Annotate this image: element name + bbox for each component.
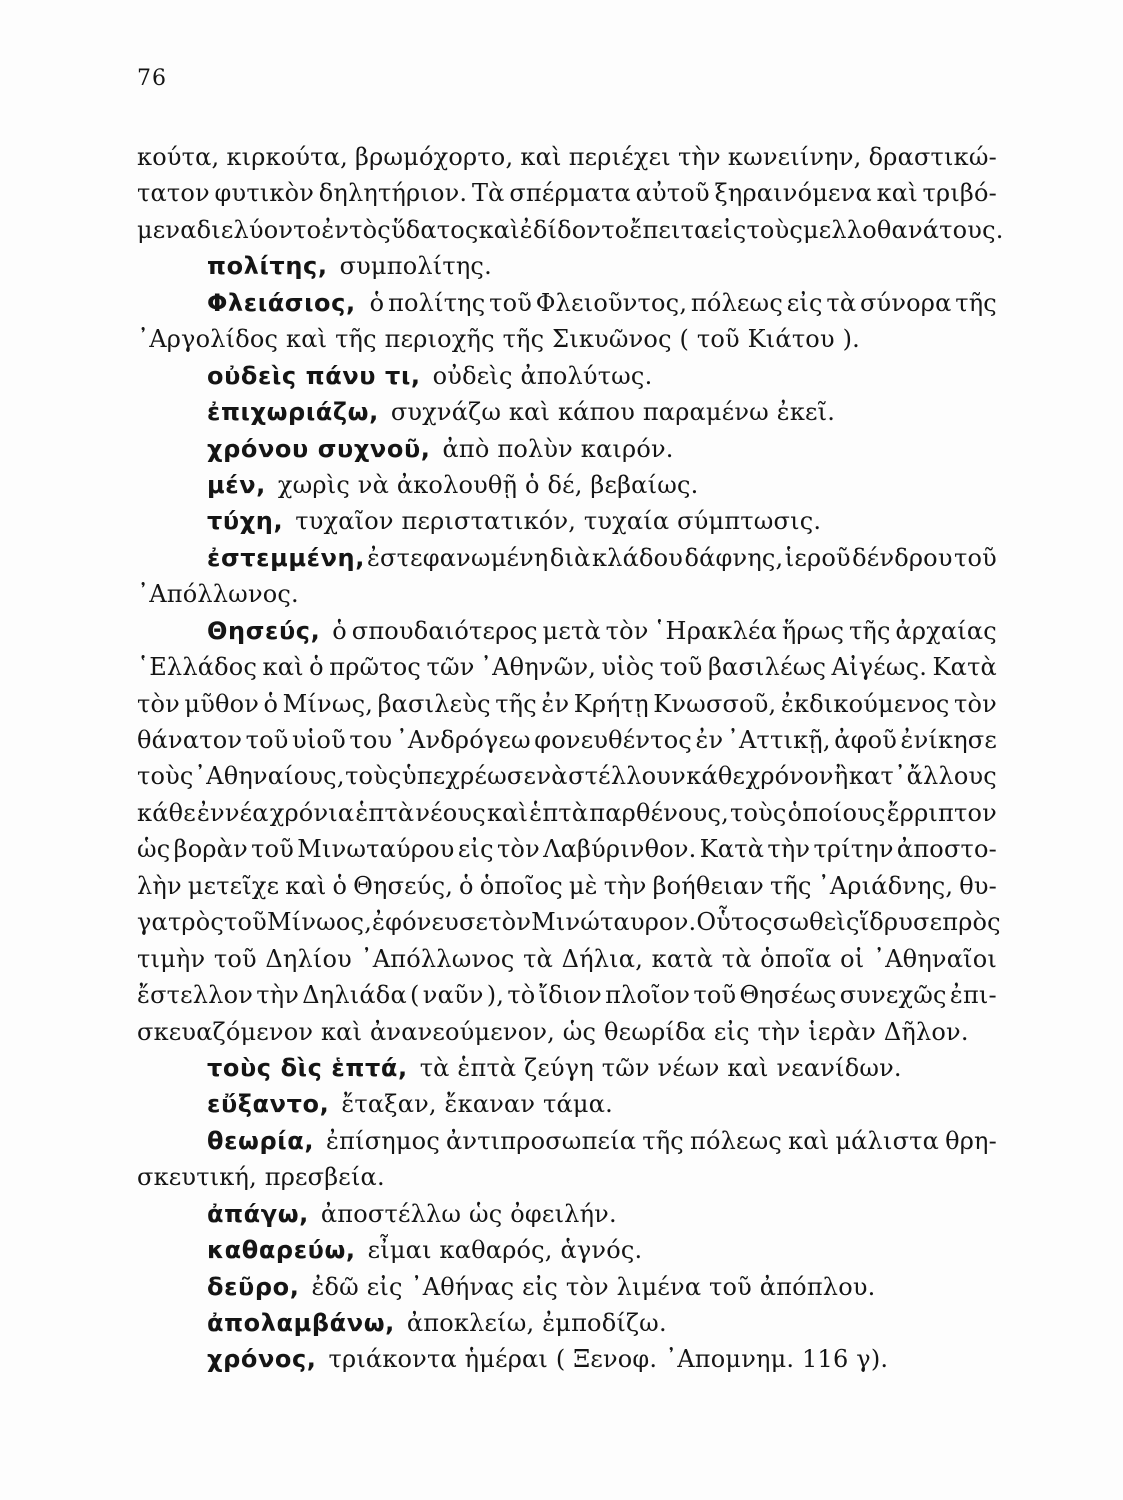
entry-definition: [365, 540, 997, 576]
entry-definition: [314, 1123, 997, 1159]
word: ἥρως: [781, 616, 845, 645]
entry-term: δεῦρο,: [207, 1272, 300, 1301]
word: ὁ: [459, 871, 474, 900]
word: ὕδατος: [390, 215, 479, 244]
word: υἱὸς: [601, 653, 655, 682]
entry-term: χρόνου συχνοῦ,: [207, 434, 431, 463]
entry-term: θεωρία,: [207, 1126, 315, 1155]
word: ὁποίους: [787, 798, 886, 827]
glossary-entry: [137, 1305, 997, 1341]
word: τοὺς: [345, 762, 402, 791]
word: καὶ: [285, 871, 327, 900]
word: γατρὸς: [137, 908, 225, 937]
word: ἐννέα: [196, 798, 269, 827]
glossary-entry: [137, 285, 997, 321]
word: τὸν: [488, 908, 532, 937]
word: ἵδρυσε: [859, 908, 943, 937]
word: χρόνια: [269, 798, 355, 827]
word: ἐν: [541, 689, 570, 718]
word: ᾿Αθηνῶν,: [479, 653, 597, 682]
word: σπέρματα: [509, 179, 631, 208]
word: του: [349, 726, 393, 754]
word: δάφνης,: [684, 543, 784, 572]
glossary-entry: [137, 1050, 997, 1086]
word: ἐπι-: [949, 981, 997, 1010]
word: Δηλιάδα: [302, 981, 407, 1010]
word: πλοῖον: [605, 981, 691, 1010]
text-line: [137, 722, 997, 758]
word: ναῦν: [422, 981, 484, 1010]
word: καὶ: [486, 798, 529, 827]
word: ἴδιον: [538, 981, 602, 1010]
word: ὁ: [309, 653, 324, 682]
word: κατ᾿: [848, 762, 907, 791]
entry-term: καθαρεύω,: [207, 1236, 356, 1265]
entry-term: ἐπιχωριάζω,: [207, 398, 379, 427]
word: μετὰ: [542, 616, 601, 645]
word: παρθένους,: [589, 798, 729, 827]
word: οἱ: [840, 944, 865, 973]
entry-continuation: σκευτική, πρεσβεία.: [137, 1163, 385, 1192]
word: κάθε: [686, 762, 746, 791]
word: βοήθειαν: [652, 871, 764, 900]
word: θρη-: [945, 1126, 997, 1155]
glossary-entry: [137, 1341, 997, 1377]
word: ξηραινόμενα: [714, 179, 872, 208]
word: σωθεὶς: [772, 908, 860, 937]
page-number: 76: [137, 66, 167, 91]
word: ἀφοῦ: [834, 726, 898, 754]
word: κατὰ: [651, 944, 714, 973]
word: κωνειίνην,: [727, 143, 862, 171]
word: συνεχῶς: [839, 981, 947, 1010]
text-line: [137, 212, 1004, 248]
word: βασιλέως: [707, 653, 827, 682]
word: διελύοντο: [196, 215, 322, 244]
word: Μινώταυρον.: [531, 908, 697, 937]
word: Θησέως: [739, 981, 837, 1010]
word: ᾿Αθηναῖοι: [872, 944, 997, 973]
glossary-entry: [137, 1232, 997, 1268]
word: τῆς: [955, 288, 997, 317]
word: κούτα,: [137, 143, 220, 171]
text-line: [137, 941, 997, 977]
entry-term: ἀπολαμβάνω,: [207, 1309, 395, 1337]
entry-definition: συχνάζω καὶ κάπου παραμένω ἐκεῖ.: [390, 398, 836, 427]
word: φονευθέντος: [534, 726, 692, 754]
word: πολίτης: [388, 288, 486, 317]
glossary-entry: [137, 613, 997, 649]
text-line: [137, 139, 997, 175]
word: ἔστελλον: [137, 981, 254, 1010]
entry-definition: [320, 613, 997, 649]
word: Μινωταύρου: [297, 835, 455, 864]
word: τὴν: [767, 835, 811, 864]
word: (: [410, 981, 420, 1010]
word: Θησεύς,: [353, 871, 454, 900]
word: τὸ: [507, 981, 536, 1010]
word: περιέχει: [568, 143, 671, 171]
word: τῶν: [426, 653, 475, 682]
entry-definition: ἀποκλείω, ἐμποδίζω.: [406, 1309, 667, 1337]
entry-term: Φλειάσιος,: [207, 288, 356, 317]
word: ἐντὸς: [321, 215, 391, 244]
word: ἐπίσημος: [326, 1126, 440, 1155]
word: μῦθον: [184, 689, 260, 718]
word: βορὰν: [173, 835, 248, 864]
word: ),: [486, 981, 505, 1010]
word: καὶ: [520, 143, 562, 171]
word: τοῦ: [489, 288, 533, 317]
word: αὐτοῦ: [635, 179, 710, 208]
word: τοῦ: [213, 944, 257, 973]
word: ἄλλους: [906, 762, 997, 791]
word: ῾Ελλάδος: [137, 653, 258, 682]
word: Αἰγέως.: [831, 653, 928, 682]
word: τὴν: [677, 143, 721, 171]
text-line: [137, 868, 997, 904]
word: ᾿Αττικῇ,: [726, 726, 831, 754]
word: τοῦ: [251, 835, 295, 864]
word: δηλητήριον.: [318, 179, 468, 208]
word: χρόνον: [745, 762, 834, 791]
entry-definition: τυχαῖον περιστατικόν, τυχαία σύμπτωσις.: [295, 507, 822, 536]
word: τιμὴν: [137, 944, 206, 973]
entry-continuation: ᾿Αργολίδος καὶ τῆς περιοχῆς τῆς Σικυῶνος ( τοῦ Κιάτου ).: [137, 325, 860, 354]
entry-term: τοὺς δὶς ἑπτά,: [207, 1053, 408, 1082]
glossary-entry: [137, 394, 997, 430]
glossary-entry: [137, 1196, 997, 1232]
word: ὁ: [332, 871, 348, 900]
word: τοὺς: [137, 762, 194, 791]
word: υἱοῦ: [292, 726, 346, 754]
word: ὁ: [332, 616, 347, 645]
word: στέλλουν: [568, 762, 686, 791]
entry-definition: ἀπὸ πολὺν καιρόν.: [442, 434, 674, 463]
word: καὶ: [262, 653, 304, 682]
word: κιρκούτα,: [226, 143, 348, 171]
glossary-entry: [137, 467, 997, 503]
word: Κατὰ: [699, 835, 765, 864]
word: ἀντιπροσωπεία: [446, 1126, 637, 1155]
word: ἐδίδοντο: [519, 215, 630, 244]
word: τῆς: [495, 689, 537, 718]
word: πόλεως: [689, 1126, 783, 1155]
entry-term: χρόνος,: [207, 1345, 317, 1374]
word: τὰ: [523, 944, 554, 973]
word: δένδρου: [852, 543, 953, 572]
word: νὰ: [536, 762, 568, 791]
word: τρίτην: [813, 835, 894, 864]
entry-definition: οὐδεὶς ἀπολύτως.: [432, 361, 653, 390]
word: τοῦ: [693, 981, 737, 1010]
glossary-entry: [137, 358, 997, 394]
word: καὶ: [478, 215, 520, 244]
word: ὡς: [137, 835, 171, 864]
word: βρωμόχορτο,: [355, 143, 514, 171]
word: Οὗτος: [696, 908, 773, 937]
word: διὰ: [549, 543, 591, 572]
word: Κρήτῃ: [573, 689, 649, 718]
text-line: [137, 977, 997, 1013]
word: Τὰ: [471, 179, 505, 208]
text-line: [137, 831, 997, 867]
word: καὶ: [788, 1126, 830, 1155]
word: ᾿Απόλλωνος: [360, 944, 515, 973]
word: πόλεως: [690, 288, 783, 317]
word: πρὸς: [942, 908, 1001, 937]
entry-term: εὔξαντο,: [207, 1090, 330, 1119]
word: εἰς: [710, 215, 747, 244]
word: ὁποῖα: [760, 944, 832, 973]
word: τὴν: [256, 981, 300, 1010]
word: βασιλεὺς: [377, 689, 491, 718]
word: ἢ: [833, 762, 849, 791]
word: ὑπεχρέωσε: [402, 762, 537, 791]
entry-definition: συμπολίτης.: [339, 252, 492, 281]
entry-continuation: σκευαζόμενον καὶ ἀνανεούμενον, ὡς θεωρίδα εἰς τὴν ἱερὰν Δῆλον.: [137, 1017, 969, 1046]
text-line: [137, 686, 997, 722]
word: Μίνως,: [282, 689, 374, 718]
word: τὸν: [496, 835, 540, 864]
word: σπουδαιότερος: [351, 616, 538, 645]
word: θυ-: [959, 871, 997, 900]
word: Μίνωος,: [266, 908, 373, 937]
word: ὁ: [369, 288, 385, 317]
word: ἐφόνευσε: [372, 908, 489, 937]
word: Κνωσσοῦ,: [653, 689, 777, 718]
word: τῆς: [642, 1126, 684, 1155]
word: ἀρχαίας: [895, 616, 997, 645]
text-line: [137, 175, 997, 211]
entry-definition: εἶμαι καθαρός, ἁγνός.: [367, 1236, 643, 1265]
entry-definition: τὰ ἑπτὰ ζεύγη τῶν νέων καὶ νεανίδων.: [419, 1053, 902, 1082]
word: ὁποῖος: [479, 871, 563, 900]
word: πρῶτος: [329, 653, 422, 682]
glossary-entry: [137, 1086, 997, 1122]
word: τοῦ: [659, 653, 703, 682]
entry-term: πολίτης,: [207, 252, 328, 281]
entry-term: Θησεύς,: [207, 616, 321, 645]
glossary-entry: [137, 248, 997, 284]
word: τὴν: [603, 871, 647, 900]
word: τῆς: [769, 871, 812, 900]
word: τὸν: [137, 689, 180, 718]
entry-definition: ἀποστέλλω ὡς ὀφειλήν.: [320, 1199, 617, 1228]
word: τοὺς: [746, 215, 803, 244]
word: εἰς: [786, 288, 823, 317]
entry-definition: ἔταξαν, ἔκαναν τάμα.: [341, 1090, 613, 1119]
word: ἐκδικούμενος: [780, 689, 950, 718]
word: θάνατον: [137, 726, 243, 754]
word: τοῦ: [224, 908, 267, 937]
word: δραστικώ-: [868, 143, 997, 171]
word: τατον: [137, 179, 210, 208]
word: τοῦ: [245, 726, 289, 754]
word: τὸν: [605, 616, 649, 645]
entry-term: ἀπάγω,: [207, 1199, 309, 1228]
word: τῆς: [848, 616, 891, 645]
word: ἀποστο-: [896, 835, 997, 864]
glossary-entry: [137, 1269, 997, 1305]
word: Δηλίου: [265, 944, 352, 973]
word: Δήλια,: [561, 944, 644, 973]
entry-continuation: ᾿Απόλλωνος.: [137, 580, 299, 609]
word: ῾Ηρακλέα: [653, 616, 778, 645]
word: τριβό-: [922, 179, 997, 208]
word: κάθε: [137, 798, 196, 827]
word: τὰ: [826, 288, 857, 317]
word: τοῦ: [954, 543, 997, 572]
word: ἑπτὰ: [355, 798, 415, 827]
word: ἐνίκησε: [900, 726, 997, 754]
entry-definition: χωρὶς νὰ ἀκολουθῇ ὁ δέ, βεβαίως.: [277, 470, 699, 499]
entry-definition: [356, 285, 997, 321]
word: ἐν: [695, 726, 724, 754]
word: Κατὰ: [932, 653, 997, 682]
word: κλάδου: [591, 543, 684, 572]
word: μελλοθανάτους.: [803, 215, 1004, 244]
word: ᾿Ανδρόγεω: [395, 726, 531, 754]
entry-definition: ἐδῶ εἰς ᾿Αθήνας εἰς τὸν λιμένα τοῦ ἀπόπλου.: [311, 1272, 876, 1301]
word: ᾿Αθηναίους,: [193, 762, 345, 791]
glossary-entry: [137, 540, 997, 576]
word: μετεῖχε: [187, 871, 280, 900]
word: ἐστεφανωμένη: [366, 543, 549, 572]
entry-term: ἐστεμμένη,: [207, 543, 365, 572]
word: καὶ: [876, 179, 918, 208]
word: μάλιστα: [835, 1126, 940, 1155]
glossary-entry: [137, 503, 997, 539]
word: ἔπειτα: [629, 215, 711, 244]
word: νέους: [415, 798, 486, 827]
glossary-text: [137, 139, 1004, 1378]
word: ἑπτὰ: [529, 798, 589, 827]
word: μενα: [137, 215, 197, 244]
word: ᾿Αριάδνης,: [817, 871, 954, 900]
word: τοὺς: [730, 798, 787, 827]
word: Λαβύρινθον.: [543, 835, 697, 864]
glossary-entry: [137, 431, 997, 467]
entry-term: οὐδεὶς πάνυ τι,: [207, 361, 421, 390]
entry-term: μέν,: [207, 470, 266, 499]
word: μὲ: [568, 871, 598, 900]
word: εἰς: [457, 835, 494, 864]
word: σύνορα: [859, 288, 952, 317]
word: τὸν: [954, 689, 997, 718]
entry-term: τύχη,: [207, 507, 284, 536]
text-line: [137, 649, 997, 685]
text-line: [137, 758, 997, 794]
word: φυτικὸν: [214, 179, 315, 208]
word: ἱεροῦ: [784, 543, 851, 572]
word: ἔρριπτον: [886, 798, 997, 827]
entry-definition: τριάκοντα ἡμέραι ( Ξενοφ. ᾿Απομνημ. 116 γ).: [328, 1345, 889, 1374]
word: ὁ: [263, 689, 279, 718]
word: λὴν: [137, 871, 182, 900]
glossary-entry: [137, 1123, 997, 1159]
word: τὰ: [721, 944, 752, 973]
text-line: [137, 795, 997, 831]
word: Φλειοῦντος,: [535, 288, 688, 317]
text-line: [137, 904, 1001, 940]
